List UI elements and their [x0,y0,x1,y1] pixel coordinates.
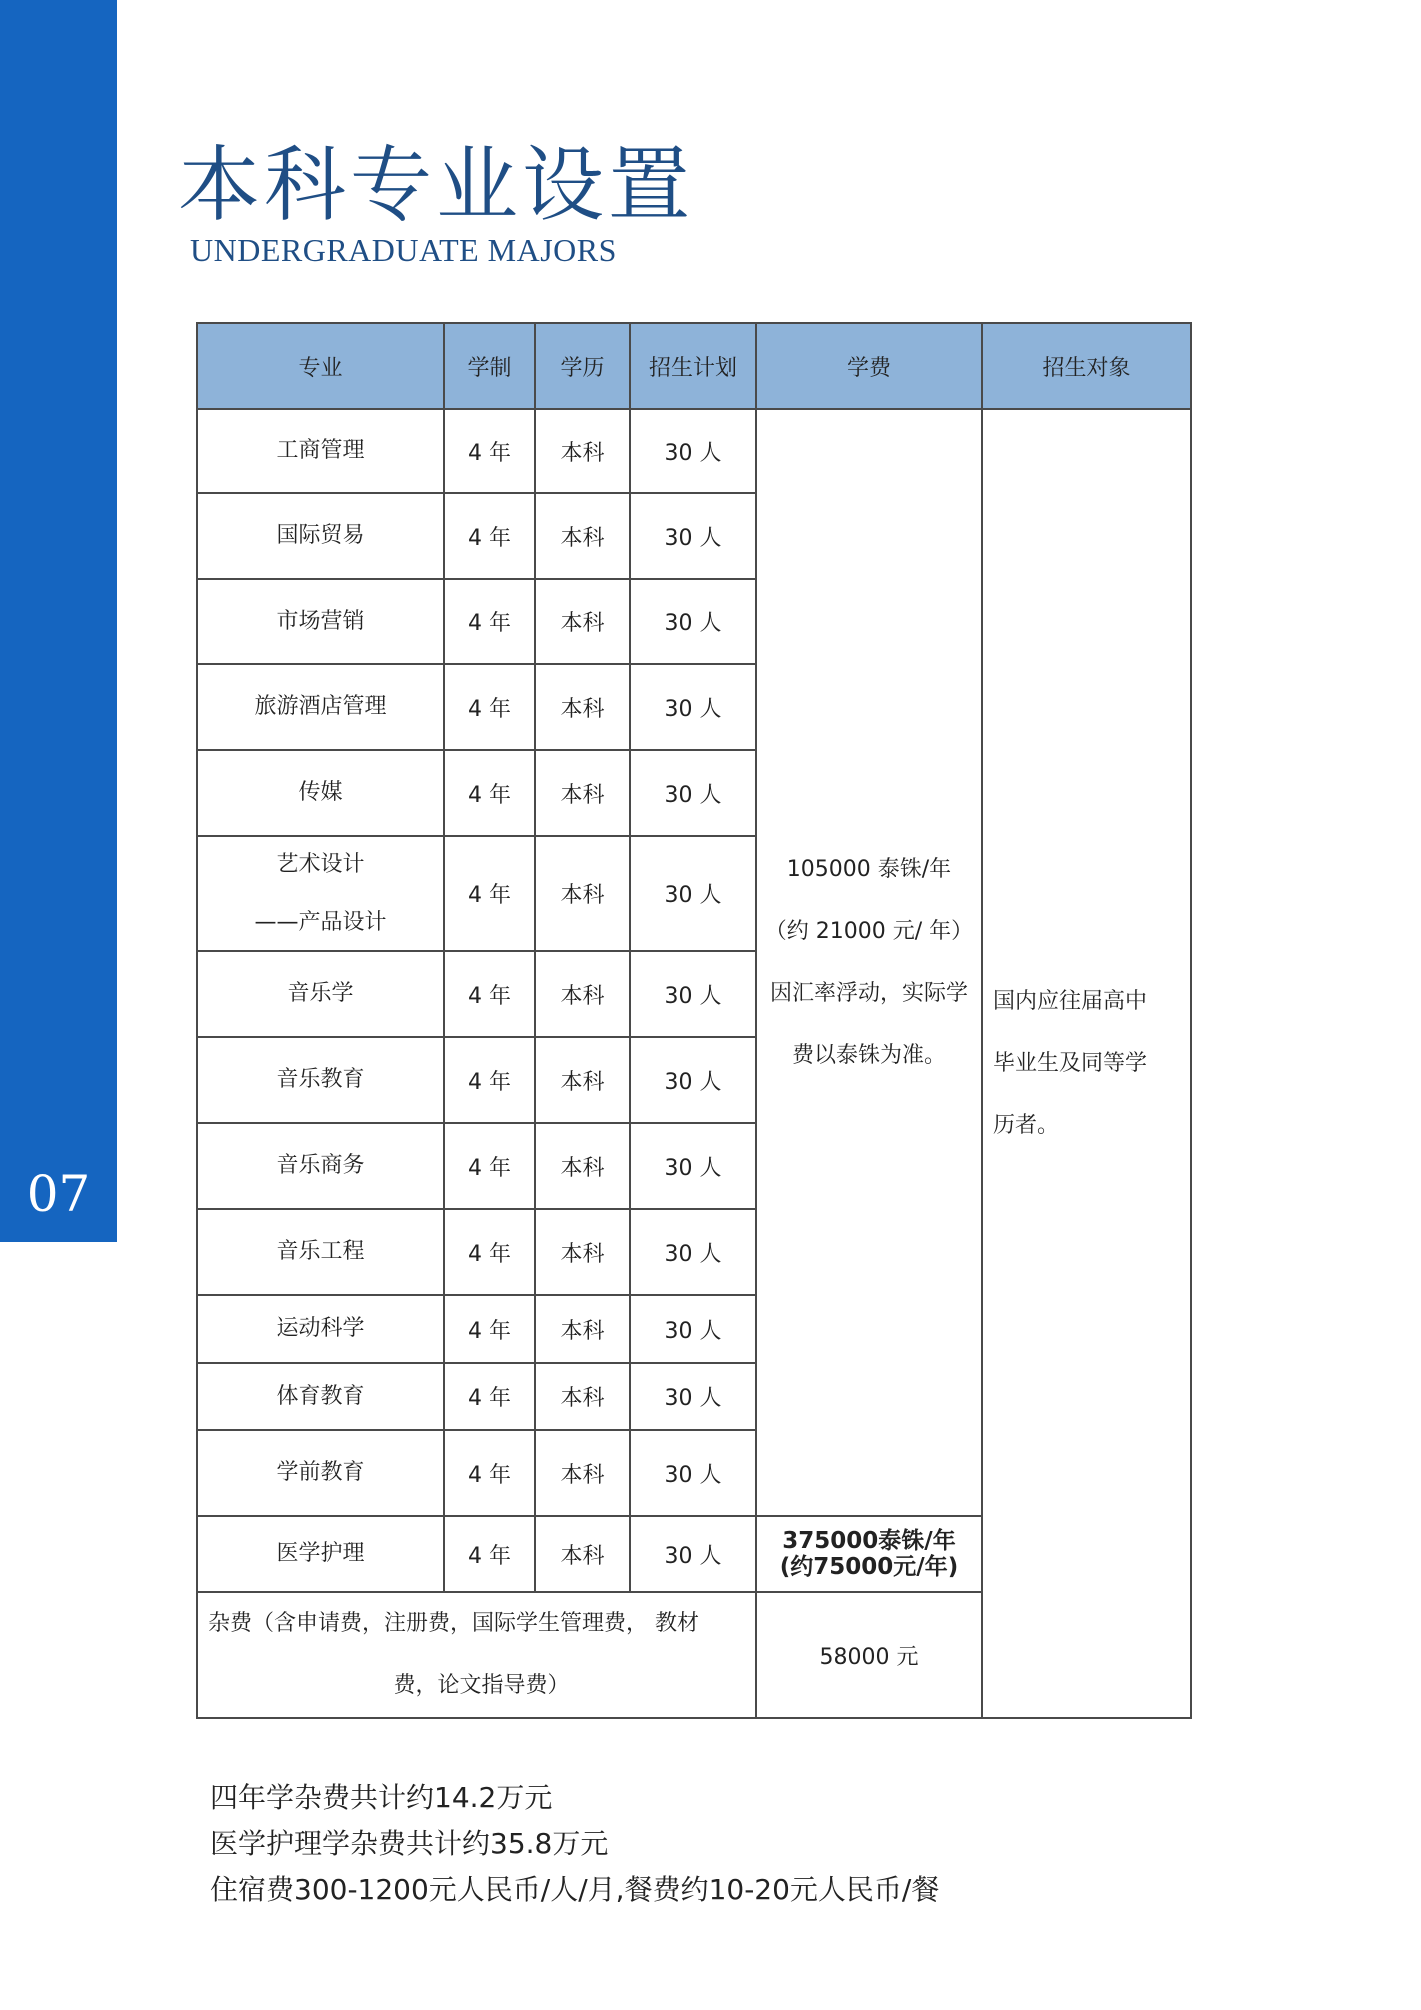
quota-cell: 30 人 [630,1516,756,1592]
duration-cell: 4 年 [444,1123,535,1209]
duration-cell: 4 年 [444,664,535,750]
major-subname: ——产品设计 [254,909,387,935]
quota-cell: 30 人 [630,750,756,836]
major-name: 市场营销 [276,608,365,634]
major-cell [197,1516,444,1592]
duration-cell: 4 年 [444,493,535,579]
duration-cell: 4 年 [444,1363,535,1430]
duration-cell: 4 年 [444,750,535,836]
table-row [197,409,1191,493]
major-name: 音乐商务 [276,1153,365,1178]
header-degree: 学历 [535,323,630,409]
major-cell [197,951,444,1037]
target-line: 毕业生及同等学 [993,1050,1148,1076]
degree-cell: 本科 [535,579,630,664]
major-name: 运动科学 [276,1316,365,1341]
duration-cell: 4 年 [444,1295,535,1363]
tuition-general-cell [756,409,982,1516]
misc-fee-label-line: 费，论文指导费） [393,1673,570,1698]
misc-fee-value-cell: 58000 元 [756,1592,982,1718]
tuition-nursing-cell [756,1516,982,1592]
tuition-nursing-line: (约75000元/年) [779,1554,959,1580]
major-cell [197,493,444,579]
major-cell [197,1430,444,1516]
major-name: 学前教育 [276,1460,365,1485]
quota-cell: 30 人 [630,836,756,951]
degree-cell: 本科 [535,750,630,836]
degree-cell: 本科 [535,951,630,1037]
header-major: 专业 [197,323,444,409]
quota-cell: 30 人 [630,1037,756,1123]
quota-cell: 30 人 [630,1209,756,1295]
tuition-line: 105000 泰铢/年 [786,856,952,882]
tuition-nursing-line: 375000泰铢/年 [782,1528,956,1554]
degree-cell: 本科 [535,1037,630,1123]
duration-cell: 4 年 [444,1209,535,1295]
note-line: 住宿费300-1200元人民币/人/月,餐费约10-20元人民币/餐 [210,1873,940,1906]
major-name: 音乐工程 [276,1239,365,1264]
target-line: 国内应往届高中 [993,988,1148,1014]
table-header-row [197,323,1191,409]
note-line: 四年学杂费共计约14.2万元 [210,1781,553,1814]
degree-cell: 本科 [535,1430,630,1516]
degree-cell: 本科 [535,836,630,951]
note-line: 医学护理学杂费共计约35.8万元 [210,1827,609,1860]
duration-cell: 4 年 [444,409,535,493]
major-cell [197,1295,444,1363]
header-duration: 学制 [444,323,535,409]
tuition-line: 费以泰铢为准。 [791,1042,946,1068]
major-cell [197,1037,444,1123]
major-cell [197,1363,444,1430]
degree-cell: 本科 [535,1123,630,1209]
page-number: 07 [26,1165,91,1223]
quota-cell: 30 人 [630,409,756,493]
duration-cell: 4 年 [444,951,535,1037]
degree-cell: 本科 [535,409,630,493]
majors-table [196,322,1192,1719]
major-name: 旅游酒店管理 [254,694,387,719]
duration-cell: 4 年 [444,579,535,664]
fee-notes [210,1775,939,1913]
header-target: 招生对象 [982,323,1191,409]
quota-cell: 30 人 [630,1363,756,1430]
quota-cell: 30 人 [630,1430,756,1516]
quota-cell: 30 人 [630,1295,756,1363]
major-name: 国际贸易 [276,523,365,548]
tuition-line: （约 21000 元/ 年） [764,918,974,944]
header-tuition: 学费 [756,323,982,409]
degree-cell: 本科 [535,493,630,579]
major-name: 医学护理 [276,1541,365,1566]
major-cell [197,579,444,664]
quota-cell: 30 人 [630,1123,756,1209]
major-name: 音乐教育 [276,1067,365,1092]
target-line: 历者。 [993,1112,1060,1138]
target-cell [982,409,1191,1718]
major-cell [197,664,444,750]
major-name: 传媒 [298,780,343,805]
degree-cell: 本科 [535,664,630,750]
misc-fee-label-line: 杂费（含申请费，注册费，国际学生管理费， 教材 [208,1611,699,1636]
quota-cell: 30 人 [630,579,756,664]
major-name: 工商管理 [276,438,365,463]
page-subtitle: UNDERGRADUATE MAJORS [190,232,617,268]
side-color-bar [0,0,117,1242]
major-cell [197,750,444,836]
degree-cell: 本科 [535,1516,630,1592]
duration-cell: 4 年 [444,1516,535,1592]
quota-cell: 30 人 [630,664,756,750]
major-cell [197,409,444,493]
duration-cell: 4 年 [444,836,535,951]
major-name: 音乐学 [287,981,354,1006]
degree-cell: 本科 [535,1209,630,1295]
major-name: 体育教育 [276,1383,365,1409]
duration-cell: 4 年 [444,1037,535,1123]
quota-cell: 30 人 [630,951,756,1037]
duration-cell: 4 年 [444,1430,535,1516]
tuition-line: 因汇率浮动，实际学 [769,980,968,1006]
misc-fee-label-cell [197,1592,756,1718]
major-cell [197,1209,444,1295]
header-quota: 招生计划 [630,323,756,409]
degree-cell: 本科 [535,1363,630,1430]
quota-cell: 30 人 [630,493,756,579]
major-cell [197,1123,444,1209]
degree-cell: 本科 [535,1295,630,1363]
major-cell [197,836,444,951]
major-name: 艺术设计 [276,851,365,877]
page-title: 本科专业设置 [178,138,695,233]
